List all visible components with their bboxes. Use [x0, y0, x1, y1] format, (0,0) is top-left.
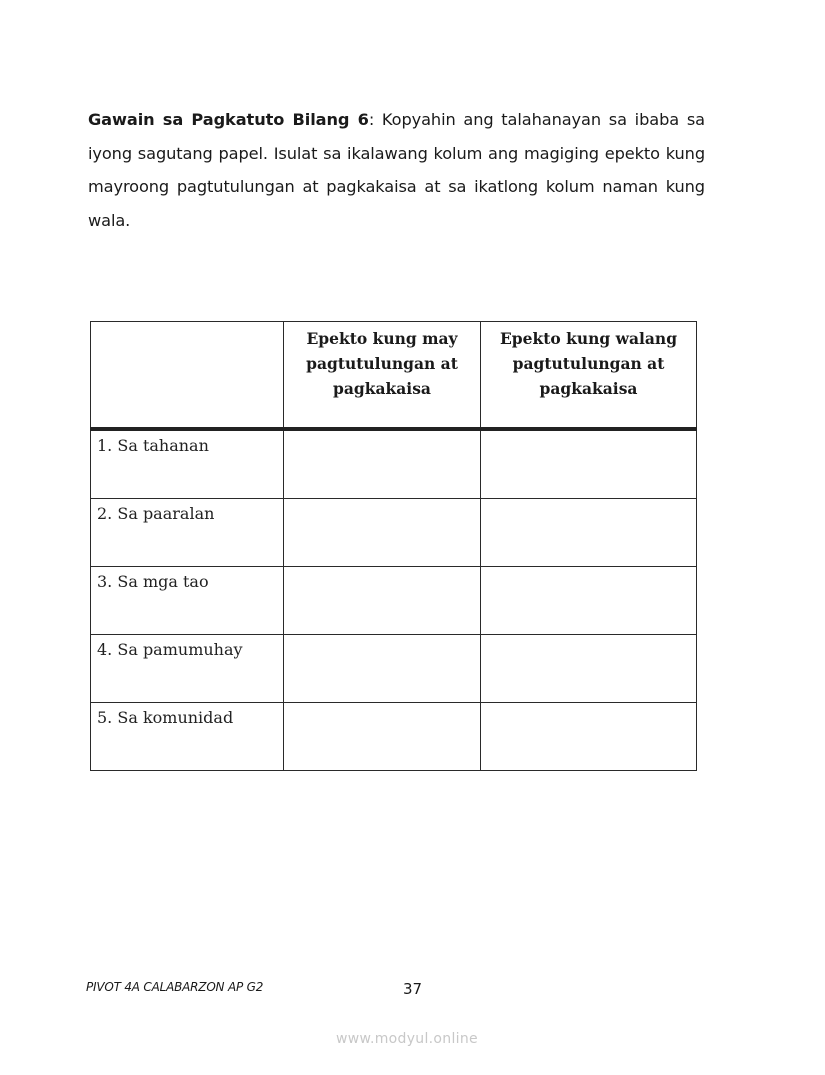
row-label: 3. Sa mga tao — [91, 567, 284, 635]
table-row — [91, 499, 697, 567]
row-label: 4. Sa pamumuhay — [91, 635, 284, 703]
row-label: 5. Sa komunidad — [91, 703, 284, 771]
table-row — [91, 429, 697, 499]
instruction-text: : Kopyahin ang talahanayan sa ibaba sa iyong sagutang papel. Isulat sa ikalawang kolum ang magiging epekto kung mayroong pagtutulungan at pagkakaisa at sa ikatlong kolum naman kung wala. — [88, 110, 705, 230]
row-label: 2. Sa paaralan — [91, 499, 284, 567]
header-without-cooperation: Epekto kung walang pagtutulungan at pagkakaisa — [481, 322, 697, 430]
answer-cell-with[interactable] — [284, 499, 481, 567]
header-empty-cell — [91, 322, 284, 430]
answer-cell-without[interactable] — [481, 429, 697, 499]
answer-cell-without[interactable] — [481, 499, 697, 567]
table-row — [91, 703, 697, 771]
answer-cell-without[interactable] — [481, 567, 697, 635]
table-header-row — [91, 322, 697, 430]
instruction-paragraph — [88, 103, 705, 237]
header-with-cooperation: Epekto kung may pagtutulungan at pagkakaisa — [284, 322, 481, 430]
table-row — [91, 635, 697, 703]
activity-table — [90, 321, 697, 771]
answer-cell-without[interactable] — [481, 635, 697, 703]
answer-cell-without[interactable] — [481, 703, 697, 771]
answer-cell-with[interactable] — [284, 635, 481, 703]
answer-cell-with[interactable] — [284, 429, 481, 499]
row-label: 1. Sa tahanan — [91, 429, 284, 499]
footer-module-label: PIVOT 4A CALABARZON AP G2 — [86, 980, 264, 994]
watermark: www.modyul.online — [336, 1031, 478, 1047]
answer-cell-with[interactable] — [284, 567, 481, 635]
activity-title: Gawain sa Pagkatuto Bilang 6 — [88, 110, 369, 129]
page-number: 37 — [403, 980, 423, 998]
answer-cell-with[interactable] — [284, 703, 481, 771]
table-row — [91, 567, 697, 635]
